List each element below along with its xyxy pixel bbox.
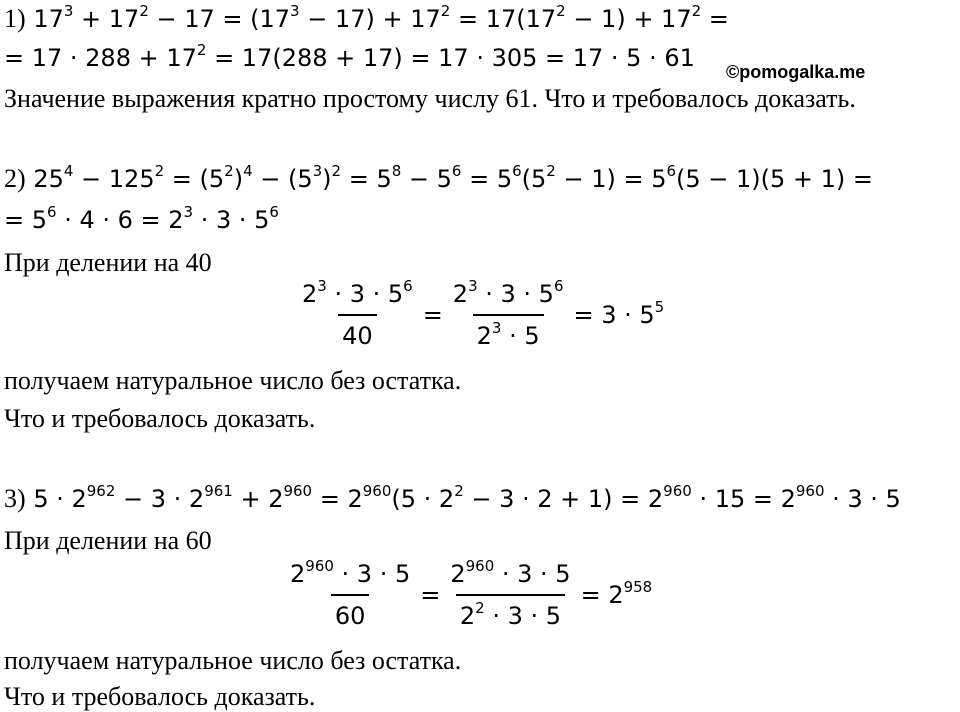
exponent: 960 [465, 557, 495, 575]
fraction-denominator [473, 314, 544, 350]
fraction-denominator [338, 314, 377, 350]
exponent: 2 [196, 41, 207, 59]
equals-sign: = [422, 301, 443, 329]
exponent: 6 [269, 203, 279, 221]
problem1-line1 [4, 2, 729, 33]
problem3-line1 [4, 482, 901, 513]
problem2-line1 [4, 162, 874, 193]
math-text: 60 [334, 602, 366, 630]
exponent: 6 [666, 162, 677, 180]
math-text: · 5 [501, 322, 540, 350]
math-text: − 17) + 17 [299, 5, 441, 33]
math-text: = 5 [341, 165, 392, 193]
math-text: = 2 [312, 485, 363, 513]
math-text: = 3 · 5 [573, 301, 655, 329]
exponent: 960 [663, 482, 692, 500]
math-text: 5 · 2 [33, 485, 87, 513]
math-text: = 5 [461, 165, 513, 193]
problem3-fraction-1 [286, 557, 414, 630]
exponent: 5 [654, 298, 665, 316]
math-text: · 4 · 6 = 2 [56, 206, 184, 234]
fraction-numerator [449, 277, 568, 314]
math-text: = 5 [4, 206, 48, 234]
math-text: · 3 · 5 [193, 206, 270, 234]
exponent: 6 [553, 277, 564, 295]
math-text: − (5 [252, 165, 313, 193]
exponent: 6 [47, 203, 57, 221]
exponent: 3 [183, 203, 194, 221]
exponent: 6 [403, 277, 413, 295]
exponent: 3 [63, 2, 74, 20]
math-text: − 1) = 5 [555, 165, 667, 193]
problem2-fraction-1 [298, 277, 417, 350]
exponent: 958 [623, 578, 653, 596]
exponent: 960 [362, 482, 392, 500]
exponent: 2 [556, 2, 566, 20]
problem2-result-text: получаем натуральное число без остатка. [4, 366, 462, 395]
math-text: (5 − 1)(5 + 1) = [676, 165, 874, 193]
math-text: · 3 · 5 [824, 485, 901, 513]
exponent: 2 [691, 2, 702, 20]
math-text: (5 [521, 165, 547, 193]
math-text: 40 [342, 322, 373, 350]
exponent: 3 [468, 277, 478, 295]
math-text: ) [322, 165, 332, 193]
math-text: ) [233, 165, 244, 193]
problem1-expr1 [33, 2, 729, 33]
math-text: (5 · 2 [391, 485, 455, 513]
watermark: ©pomogalka.me [726, 62, 866, 82]
math-text: 2 [476, 322, 492, 350]
exponent: 960 [795, 482, 825, 500]
math-text: = 17 · 288 + 17 [4, 44, 197, 72]
math-text: · 15 = 2 [691, 485, 796, 513]
exponent: 4 [63, 162, 74, 180]
math-text: − 125 [73, 165, 155, 193]
exponent: 2 [331, 162, 342, 180]
exponent: 6 [512, 162, 522, 180]
math-text: 2 [459, 602, 476, 630]
math-text: 2 [302, 280, 318, 308]
math-text: = 17(17 [450, 5, 557, 33]
math-text: · 3 · 5 [494, 560, 571, 588]
problem1-conclusion: Значение выражения кратно простому числу 61. Что и требовалось доказать. [4, 84, 856, 113]
exponent: 960 [283, 482, 313, 500]
problem3-expr1 [33, 482, 901, 513]
math-text: = 2 [580, 581, 624, 609]
problem2-label: 2) [4, 164, 26, 193]
exponent: 2 [440, 2, 451, 20]
exponent: 2 [475, 599, 485, 617]
math-text: − 3 · 2 + 1) = 2 [463, 485, 664, 513]
problem1-label: 1) [4, 4, 26, 33]
math-text: − 17 = (17 [148, 5, 291, 33]
math-text: = [701, 5, 729, 33]
problem2-division-text: При делении на 40 [4, 248, 212, 277]
fraction-numerator [298, 277, 417, 314]
exponent: 3 [491, 319, 502, 337]
fraction-denominator [456, 594, 565, 630]
math-text: · 3 · 5 [484, 602, 562, 630]
fraction-numerator [286, 557, 414, 594]
exponent: 2 [454, 482, 464, 500]
exponent: 960 [305, 557, 334, 575]
exponent: 962 [86, 482, 116, 500]
exponent: 3 [312, 162, 323, 180]
exponent: 2 [546, 162, 556, 180]
math-text: − 3 · 2 [115, 485, 205, 513]
math-text: − 5 [401, 165, 452, 193]
problem3-fraction-result [575, 578, 653, 609]
problem2-fraction-result [567, 298, 665, 329]
math-text: − 1) + 17 [565, 5, 692, 33]
math-text: · 3 · 5 [333, 560, 411, 588]
exponent: 2 [154, 162, 165, 180]
math-text: 25 [33, 165, 64, 193]
problem2-fraction-2 [449, 277, 568, 350]
problem2-line2 [4, 203, 279, 234]
exponent: 2 [139, 2, 149, 20]
problem3-division-text: При делении на 60 [4, 526, 212, 555]
math-text: · 3 · 5 [326, 280, 404, 308]
math-text: 2 [450, 560, 466, 588]
problem2-expr1 [33, 162, 874, 193]
math-text: 2 [452, 280, 469, 308]
exponent: 6 [451, 162, 462, 180]
math-text: 2 [290, 560, 306, 588]
exponent: 961 [204, 482, 233, 500]
fraction-denominator [331, 594, 370, 630]
problem2-fraction-equation [298, 277, 665, 350]
problem3-result-text: получаем натуральное число без остатка. [4, 646, 462, 675]
exponent: 4 [243, 162, 253, 180]
problem3-fraction-2 [446, 557, 574, 630]
problem3-conclusion: Что и требовалось доказать. [4, 682, 316, 711]
fraction-numerator [446, 557, 574, 594]
problem1-line2 [4, 41, 695, 72]
math-text: 17 [33, 5, 64, 33]
math-text: = (5 [164, 165, 225, 193]
exponent: 3 [290, 2, 300, 20]
math-text: + 2 [232, 485, 284, 513]
exponent: 3 [317, 277, 327, 295]
problem2-conclusion: Что и требовалось доказать. [4, 404, 316, 433]
math-text: · 3 · 5 [477, 280, 554, 308]
exponent: 2 [224, 162, 234, 180]
math-text: = 17(288 + 17) = 17 · 305 = 17 · 5 · 61 [206, 44, 695, 72]
problem3-label: 3) [4, 484, 26, 513]
equals-sign: = [420, 581, 441, 609]
problem3-fraction-equation [286, 557, 653, 630]
exponent: 8 [391, 162, 402, 180]
math-text: + 17 [73, 5, 140, 33]
